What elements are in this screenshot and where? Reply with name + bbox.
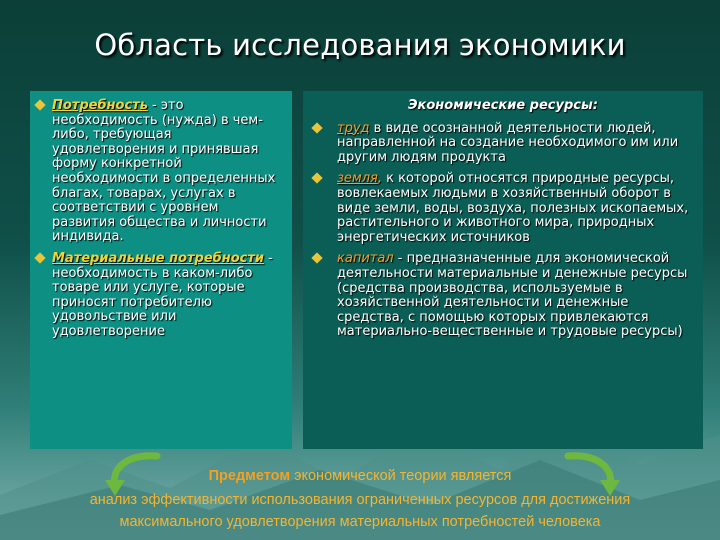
resources-heading-colon: :: [592, 98, 598, 113]
diamond-bullet-icon: [311, 173, 322, 184]
diamond-bullet-icon: [311, 253, 322, 264]
subject-statement-line-2: анализ эффективности использования ограниченных ресурсов для достижения: [89, 492, 631, 508]
diamond-bullet-icon: [311, 122, 322, 133]
needs-panel: [30, 91, 292, 449]
term-land: земля: [337, 171, 378, 187]
list-item: [52, 99, 284, 245]
subject-rest: экономической теории является: [290, 468, 512, 484]
definition-need: - это необходимость (нужда) в чем-либо, требующая удовлетворения и принявшая форму конкретной необходимости в определенных благах, товарах, услугах в соответствии с уровнем развития общества и личности индивида.: [52, 98, 276, 245]
diamond-bullet-icon: [34, 252, 45, 263]
list-item: [52, 252, 284, 340]
definition-labor: в виде осознанной деятельности людей, направленной на создание необходимого им или другим людям продукта: [337, 120, 679, 165]
subject-statement-line-1: [0, 468, 720, 484]
resources-heading: [313, 99, 693, 114]
term-land-comma: ,: [377, 171, 382, 187]
resources-panel: [303, 91, 703, 449]
definition-material-needs: - необходимость в каком-либо товаре или услуге, которые приносят потребителю удовольствие или удовлетворение: [52, 250, 273, 339]
definition-land: к которой относятся природные ресурсы, вовлекаемых людьми в хозяйственный оборот в виде земли, воды, воздуха, полезных ископаемых, растительного и животного мира, природных энергетических источников: [337, 171, 689, 245]
page-title: Область исследования экономики: [94, 28, 626, 62]
term-capital: капитал: [337, 251, 394, 267]
term-need: Потребность: [52, 98, 148, 113]
list-item: [337, 122, 693, 166]
term-labor: труд: [337, 120, 370, 136]
diamond-bullet-icon: [34, 99, 45, 110]
list-item: [337, 252, 693, 340]
list-item: [337, 172, 693, 245]
term-material-needs: Материальные потребности: [52, 250, 264, 266]
subject-keyword: Предметом: [208, 468, 291, 484]
subject-statement-line-3: максимального удовлетворения материальных потребностей человека: [119, 514, 601, 530]
resources-heading-text: Экономические ресурсы: [408, 98, 593, 113]
definition-capital: - предназначенные для экономической деятельности материальные и денежные ресурсы (средства производства, используемые в хозяйственной деятельности и денежные средства, с помощью которых привлекаются материально-вещественные и трудовые ресурсы): [337, 251, 688, 340]
